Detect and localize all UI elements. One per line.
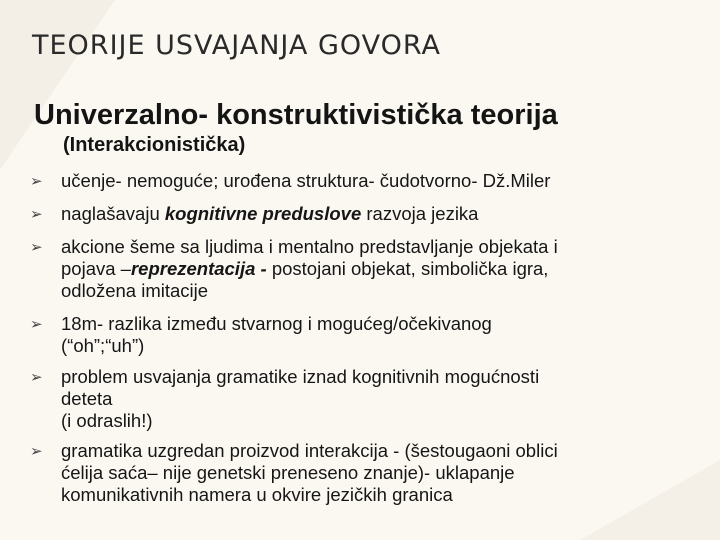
slide-subtitle-parenthetical: (Interakcionistička) xyxy=(63,134,246,156)
bullet-text: akcione šeme sa ljudima i mentalno predstavljanje objekata i pojava –reprezentacija - postojani objekat, simbolička igra, odložena imitacije xyxy=(61,236,558,301)
bullet-text: gramatika uzgredan proizvod interakcija - (šestougaoni oblici ćelija saća– nije genetski preneseno znanje)- uklapanje komunikativnih namera u okvire jezičkih granica xyxy=(61,440,558,505)
arrowhead-bullet-icon: ➢ xyxy=(30,442,43,460)
bullet-text: učenje- nemoguće; urođena struktura- čudotvorno- Dž.Miler xyxy=(61,170,551,191)
bullet-text: 18m- razlika između stvarnog i mogućeg/očekivanog (“oh”;“uh”) xyxy=(61,313,492,356)
arrowhead-bullet-icon: ➢ xyxy=(30,238,43,256)
bullet-text: naglašavaju kognitivne preduslove razvoja jezika xyxy=(61,203,479,224)
arrowhead-bullet-icon: ➢ xyxy=(30,205,43,223)
arrowhead-bullet-icon: ➢ xyxy=(30,172,43,190)
bullet-text: problem usvajanja gramatike iznad kognitivnih mogućnosti deteta (i odraslih!) xyxy=(61,366,540,431)
arrowhead-bullet-icon: ➢ xyxy=(30,368,43,386)
arrowhead-bullet-icon: ➢ xyxy=(30,315,43,333)
slide-title: TEORIJE USVAJANJA GOVORA xyxy=(32,30,442,61)
slide-subtitle: Univerzalno- konstruktivistička teorija xyxy=(34,99,558,131)
